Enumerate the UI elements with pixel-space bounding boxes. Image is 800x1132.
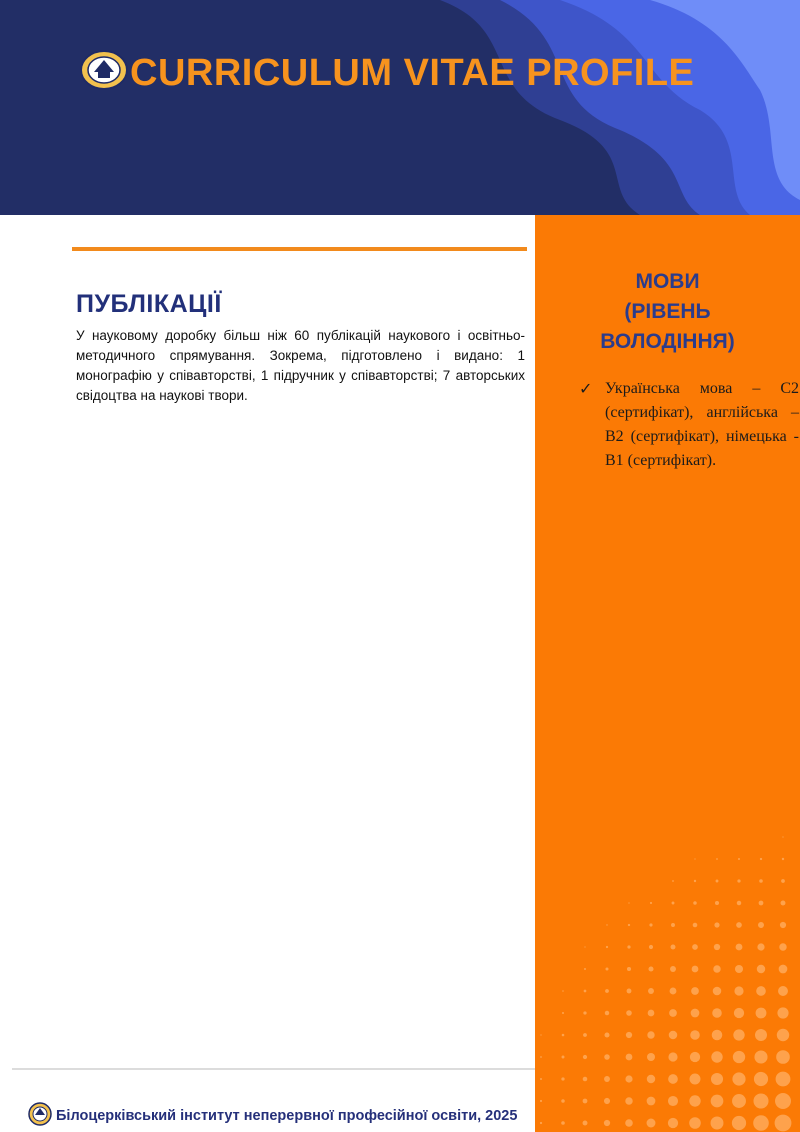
languages-panel xyxy=(535,215,800,1132)
page-title: CURRICULUM VITAE PROFILE xyxy=(130,52,695,94)
institute-emblem-icon xyxy=(80,50,128,90)
footer-text: Білоцерківський інститут неперервної професійної освіти, 2025 xyxy=(56,1108,518,1124)
header-banner xyxy=(0,0,800,215)
publications-text: У науковому доробку більш ніж 60 публікацій наукового і освітньо-методичного спрямування. Зокрема, підготовлено і видано: 1 монографію у співавторстві, 1 підручник у співавторстві; 7 авторських свідоцтва на наукові твори. xyxy=(76,328,525,403)
wave-decoration xyxy=(0,0,800,215)
language-list-item xyxy=(579,377,799,473)
language-item-text: Українська мова – С2 (сертифікат), англійська – В2 (сертифікат), німецька - В1 (сертифікат). xyxy=(605,380,799,469)
institute-emblem-icon xyxy=(28,1102,52,1126)
languages-heading-line: ВОЛОДІННЯ) xyxy=(600,330,735,353)
languages-heading-line: (РІВЕНЬ xyxy=(624,300,711,323)
publications-heading: ПУБЛІКАЦІЇ xyxy=(76,290,222,318)
languages-heading-line: МОВИ xyxy=(635,270,700,293)
footer-divider xyxy=(12,1068,535,1070)
languages-heading xyxy=(535,267,800,357)
section-divider xyxy=(72,247,527,251)
check-icon: ✓ xyxy=(579,379,593,398)
